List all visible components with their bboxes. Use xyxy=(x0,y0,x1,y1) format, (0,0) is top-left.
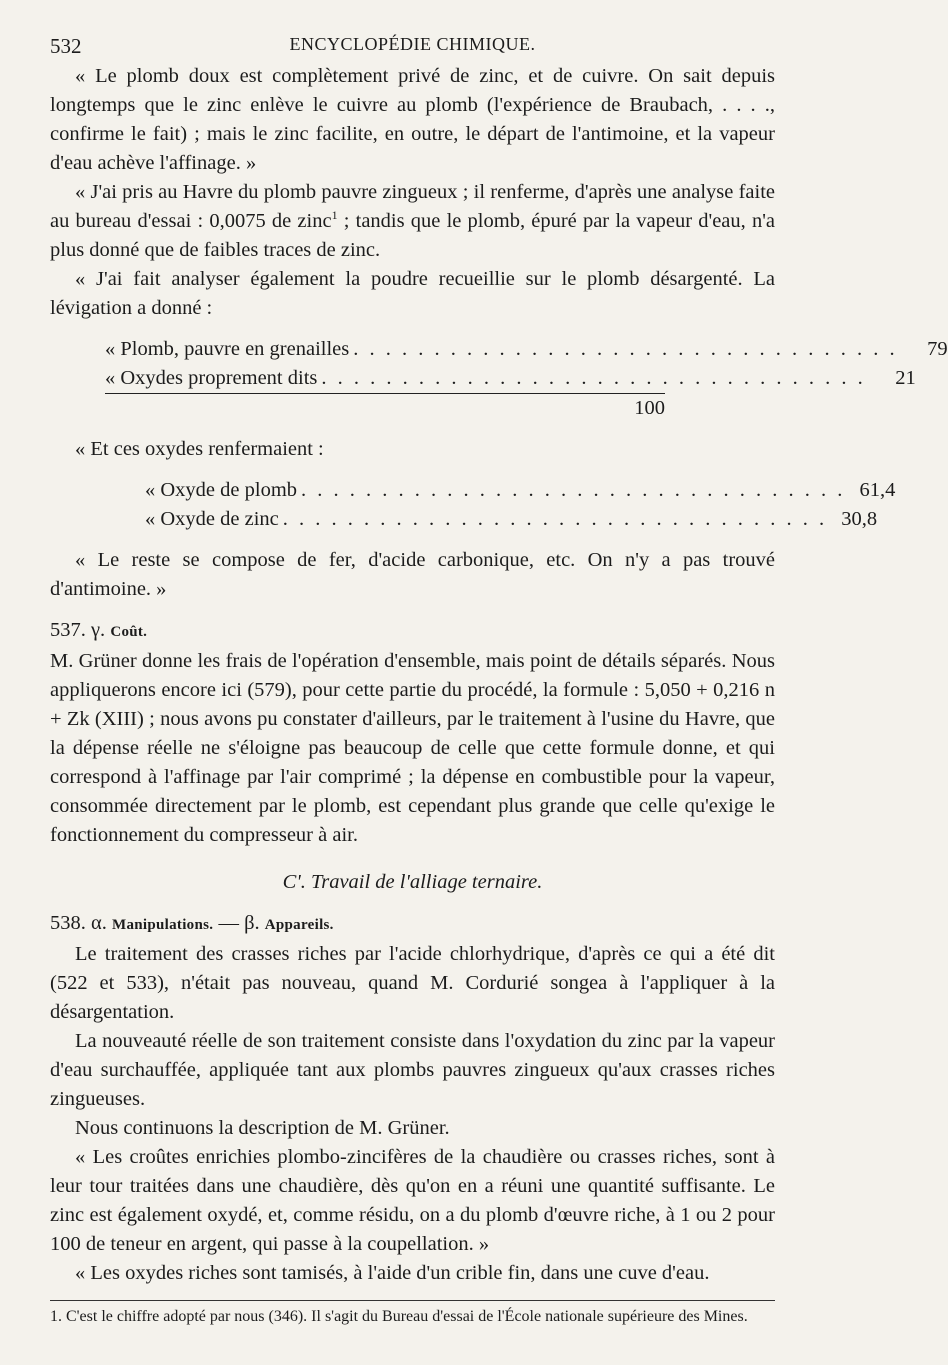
total-value: 100 xyxy=(634,397,665,419)
running-title: ENCYCLOPÉDIE CHIMIQUE. xyxy=(289,34,536,54)
paragraph-oxydes-riches: « Les oxydes riches sont tamisés, à l'aide d'un crible fin, dans une cuve d'eau. xyxy=(75,1262,710,1284)
section-537-heading xyxy=(50,616,775,647)
page-body xyxy=(50,62,948,1327)
paragraph-cout: M. Grüner donne les frais de l'opération d'ensemble, mais point de détails séparés. Nous appliquerons encore ici (579), pour cette partie du procédé, la formule : 5,050 + 0,216 n + Zk (XIII) ; nous avons pu constater d'ailleurs, par le traitement à l'usine du Havre, que la dépense réelle ne s'éloigne pas beaucoup de celle que cette formule donne, et qui correspond à l'affinage par l'air comprimé ; la dépense en combustible pour la vapeur, consommée directement par le plomb, est cependant plus grande que celle qu'exige le fonctionnement du compresseur à air. xyxy=(50,650,775,846)
oxydes-table xyxy=(145,476,896,534)
paragraph-havre-text-b: ; tandis que le plomb, épuré par la vapeur d'eau, n'a plus donné que de faibles traces de zinc. xyxy=(50,210,775,261)
section-title: Coût. xyxy=(110,624,148,640)
paragraph-reste: « Le reste se compose de fer, d'acide carbonique, etc. On n'y a pas trouvé d'antimoine. » xyxy=(50,549,775,600)
row-value: 61,4 xyxy=(859,479,896,501)
paragraph-levigation: « J'ai fait analyser également la poudre recueillie sur le plomb désargenté. La lévigation a donné : xyxy=(50,268,775,319)
paragraph-havre xyxy=(50,178,775,265)
page-header xyxy=(50,34,775,62)
paragraph-croutes: « Les croûtes enrichies plombo-zincifères de la chaudière ou crasses riches, sont à leur tour traitées dans une chaudière, dès qu'on en a réuni une quantité suffisante. Le zinc est également oxydé, et, comme résidu, on a du plomb d'œuvre riche, à 1 ou 2 pour 100 de teneur en argent, qui passe à la coupellation. » xyxy=(50,1146,775,1255)
row-value: 30,8 xyxy=(841,508,878,530)
table-row: « Oxydes proprement dits . . . . . . . . . . . . . . . . . . . . . . . . . . . . . . . . . . 21 xyxy=(105,364,665,393)
paragraph-oxydes: « Et ces oxydes renfermaient : xyxy=(75,438,324,460)
section-subheading: C'. Travail de l'alliage ternaire. xyxy=(282,871,543,893)
section-number: 538. α. xyxy=(50,912,107,934)
section-538-heading xyxy=(50,909,775,940)
row-label: « Oxyde de plomb xyxy=(145,479,298,501)
row-label: « Oxydes proprement dits xyxy=(105,367,318,389)
section-number: 537. γ. xyxy=(50,619,106,641)
section-separator: — β. xyxy=(213,912,265,934)
row-label: « Plomb, pauvre en grenailles xyxy=(105,338,350,360)
paragraph-nouveaute: La nouveauté réelle de son traitement consiste dans l'oxydation du zinc par la vapeur d'eau surchauffée, appliquée tant aux plombs pauvres zingueux qu'aux crasses riches zingueuses. xyxy=(50,1030,775,1110)
row-value: 21 xyxy=(895,367,916,389)
footnote-marker: 1 xyxy=(331,208,338,223)
footnote: 1. C'est le chiffre adopté par nous (346). Il s'agit du Bureau d'essai de l'École nationale supérieure des Mines. xyxy=(50,1308,748,1325)
paragraph-traitement: Le traitement des crasses riches par l'acide chlorhydrique, d'après ce qui a été dit (522 et 533), n'était pas nouveau, quand M. Cordurié songea à l'appliquer à la désargentation. xyxy=(50,943,775,1023)
section-title-appareils: Appareils. xyxy=(264,917,334,933)
table-row: « Oxyde de zinc . . . . . . . . . . . . . . . . . . . . . . . . . . . . . . . . . . 30,8 xyxy=(145,505,685,534)
table-row: « Oxyde de plomb . . . . . . . . . . . . . . . . . . . . . . . . . . . . . . . . . . 61,4 xyxy=(145,476,685,505)
paragraph-havre-text-a: « J'ai pris au Havre du plomb pauvre zingueux ; il renferme, d'après une analyse faite au bureau d'essai : 0,0075 de zinc xyxy=(50,181,775,232)
paragraph-continuons: Nous continuons la description de M. Grüner. xyxy=(75,1117,450,1139)
row-label: « Oxyde de zinc xyxy=(145,508,279,530)
section-title-manipulations: Manipulations. xyxy=(112,917,214,933)
page-number: 532 xyxy=(50,34,82,58)
levigation-table xyxy=(105,335,948,393)
paragraph-plomb-doux: « Le plomb doux est complètement privé de zinc, et de cuivre. On sait depuis longtemps que le zinc enlève le cuivre au plomb (l'expérience de Braubach, . . . ., confirme le fait) ; mais le zinc facilite, en outre, le départ de l'antimoine, et la vapeur d'eau achève l'affinage. » xyxy=(50,65,775,174)
footnote-rule xyxy=(50,1300,775,1301)
row-value: 79 xyxy=(927,338,948,360)
table-row: « Plomb, pauvre en grenailles . . . . . . . . . . . . . . . . . . . . . . . . . . . . . . . . . . 79 xyxy=(105,335,665,364)
